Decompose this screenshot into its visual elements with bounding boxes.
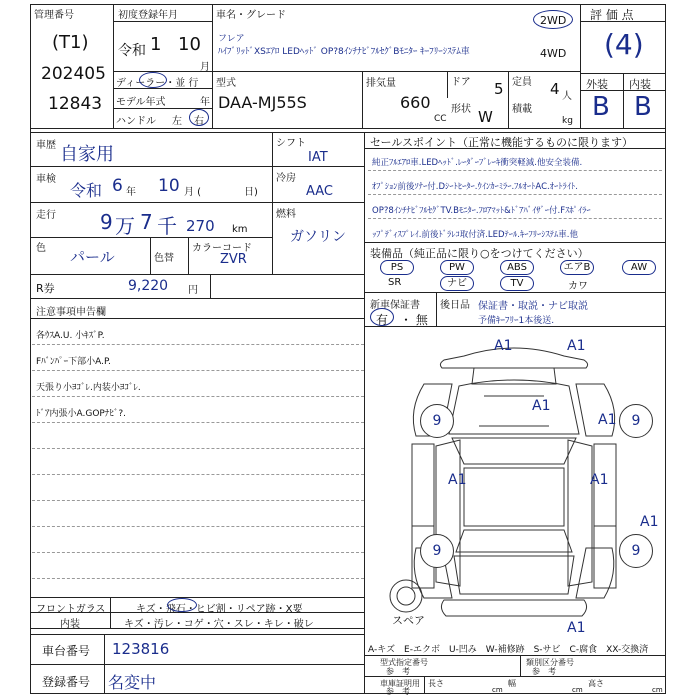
shomei-sanko: 参 考 bbox=[386, 687, 410, 696]
note-line-3: 天張り小ﾖｺﾞﾚ.内装小ﾖｺﾞﾚ. bbox=[36, 383, 141, 393]
r-ticket-unit: 円 bbox=[188, 285, 198, 296]
katashiki-value: DAA-MJ55S bbox=[218, 93, 307, 112]
sales-title: セールスポイント（正常に機能するものに限ります） bbox=[370, 136, 634, 149]
door-label: ドア bbox=[451, 77, 471, 88]
car-name: フレア bbox=[218, 34, 245, 44]
equipment-item: カワ bbox=[568, 281, 588, 292]
r-ticket-value: 9,220 bbox=[128, 278, 169, 294]
teiin-value: 4 bbox=[550, 80, 560, 98]
drive-2wd-circle bbox=[533, 10, 573, 29]
naiso-grade: B bbox=[634, 92, 652, 122]
chassis-number: 123816 bbox=[112, 640, 170, 658]
warranty-yes: 有 bbox=[376, 313, 389, 327]
warranty-label: 新車保証書 bbox=[370, 300, 420, 311]
chassis-label: 車台番号 bbox=[42, 644, 91, 658]
haiki-value: 660 bbox=[400, 93, 431, 112]
model-year-unit: 年 bbox=[200, 97, 210, 108]
shaken-year-unit: 年 bbox=[126, 187, 136, 198]
atohin-label: 後日品 bbox=[440, 300, 470, 311]
damage-legend: A-キズ E-エクボ U-凹み W-補修跡 S-サビ C-腐食 XX-交換済 bbox=[368, 645, 649, 655]
sales-line-3: OP?8ｲﾝﾁﾅﾋﾞﾌﾙｾｸﾞTV.Bﾓﾆﾀｰ.ﾌﾛｱﾏｯﾄ&ﾄﾞｱﾊﾞｲｻﾞｰ付.Fｽﾎﾟｲﾗｰ bbox=[372, 206, 591, 216]
color-value: パール bbox=[70, 248, 115, 266]
shareki-label: 車歴 bbox=[36, 140, 56, 151]
keijo-value: W bbox=[478, 108, 493, 126]
first-reg-era: 令和 bbox=[118, 43, 146, 59]
haiki-label: 排気量 bbox=[366, 78, 396, 89]
hyoka-value: (4) bbox=[604, 28, 644, 61]
car-name-label: 車名・グレード bbox=[216, 10, 286, 21]
keijo-label: 形状 bbox=[451, 104, 471, 115]
damage-front-bumper-right: A1 bbox=[567, 338, 586, 354]
teiin-unit: 人 bbox=[562, 91, 572, 102]
shodo-label: 初度登録年月 bbox=[118, 10, 178, 21]
kata-shitei-label: 型式指定番号 bbox=[380, 658, 428, 667]
mileage-man: 9 bbox=[100, 210, 113, 234]
irokae-label: 色替 bbox=[154, 253, 174, 264]
reg-label: 登録番号 bbox=[42, 675, 91, 689]
sales-line-2: ｵﾌﾟｼｮﾝ前後ｿﾅｰ付.Dｼｰﾄﾋｰﾀｰ.ｳｲﾝｶｰﾐﾗｰ.ﾌﾙｵｰﾄAC.ｵｰﾄﾗｲﾄ. bbox=[372, 182, 578, 192]
first-reg-month-unit: 月 bbox=[200, 62, 210, 73]
cooler-label: 冷房 bbox=[276, 173, 296, 184]
naiso-defect-label: 内装 bbox=[60, 619, 80, 630]
panel-front-left: 9 bbox=[420, 404, 454, 438]
height-unit: cm bbox=[652, 686, 663, 694]
length-label: 長さ bbox=[428, 679, 444, 688]
first-reg-year: 1 bbox=[150, 34, 162, 55]
color-label: 色 bbox=[36, 243, 46, 254]
handle-right-circle bbox=[189, 109, 209, 126]
equipment-item: PW bbox=[440, 260, 474, 275]
note-line-1: 各ｳｽA.U. 小ｷｽﾞP. bbox=[36, 331, 105, 341]
mileage-unit: km bbox=[232, 224, 248, 235]
front-glass-label: フロントガラス bbox=[36, 604, 106, 615]
equipment-item: ナビ bbox=[440, 276, 474, 291]
drive-4wd: 4WD bbox=[540, 47, 567, 60]
handle-left: 左 bbox=[172, 116, 182, 127]
shaken-year: 6 bbox=[112, 176, 123, 196]
cooler-value: AAC bbox=[306, 184, 333, 199]
kanri-code: (T1) bbox=[52, 32, 89, 53]
shareki-value: 自家用 bbox=[60, 144, 114, 165]
dealer-circle bbox=[139, 72, 167, 88]
shaken-era: 令和 bbox=[70, 181, 103, 200]
hyoka-label: 評 価 点 bbox=[590, 8, 634, 22]
kanri-number-2: 12843 bbox=[48, 94, 103, 114]
damage-front-bumper-left: A1 bbox=[494, 338, 513, 354]
ruibetsu-label: 類別区分番号 bbox=[526, 658, 574, 667]
kanri-number-1: 202405 bbox=[41, 64, 106, 84]
mileage-sen-unit: 千 bbox=[157, 214, 177, 238]
door-value: 5 bbox=[494, 80, 504, 98]
car-grade: ﾊｲﾌﾞﾘｯﾄﾞXSｴｱﾛ LEDﾍｯﾄﾞ OP?8ｲﾝﾁﾅﾋﾞﾌﾙｾｸﾞBﾓﾆﾀｰ ｷｰﾌﾘｰｼｽﾃﾑ車 bbox=[218, 47, 470, 57]
shaken-month: 10 bbox=[158, 176, 180, 196]
damage-rear-bumper: A1 bbox=[567, 620, 586, 636]
fuel-value: ガソリン bbox=[290, 229, 346, 245]
tobiishi-circle bbox=[167, 598, 197, 612]
naiso-label: 内装 bbox=[629, 78, 651, 91]
reg-number: 名変中 bbox=[108, 673, 157, 692]
atohin-line-2: 予備ｷｰﾌﾘｰ1本後送. bbox=[478, 316, 555, 326]
equipment-title: 装備品（純正品に限り○をつけてください） bbox=[370, 247, 589, 260]
panel-front-right: 9 bbox=[619, 404, 653, 438]
sekisai-label: 積載 bbox=[512, 104, 532, 115]
warranty-no: ・ 無 bbox=[400, 313, 428, 327]
equipment-item: AW bbox=[622, 260, 656, 275]
spare-label: スペア bbox=[392, 614, 425, 627]
color-code-label: カラーコード bbox=[192, 243, 252, 254]
drive-2wd: 2WD bbox=[540, 14, 567, 27]
mileage-rest: 270 bbox=[186, 217, 215, 235]
sales-line-4: ｯﾌﾟﾃﾞｨｽﾌﾟﾚｲ.前後ﾄﾞﾗﾚｺ取付済.LEDﾃｰﾙ.ｷｰﾌﾘｰｼｽﾃﾑ車.他 bbox=[372, 230, 578, 240]
panel-rear-left: 9 bbox=[420, 534, 454, 568]
model-year-label: モデル年式 bbox=[116, 97, 166, 108]
damage-right-door: A1 bbox=[590, 472, 609, 488]
katashiki-label: 型式 bbox=[216, 78, 236, 89]
handle-right: 右 bbox=[194, 116, 204, 127]
ruibetsu-sanko: 参 考 bbox=[532, 667, 556, 676]
damage-right-fender: A1 bbox=[598, 412, 617, 428]
equipment-item: TV bbox=[500, 276, 534, 291]
shaken-month-unit: 月 ( bbox=[184, 187, 202, 198]
atohin-line-1: 保証書・取説・ナビ取説 bbox=[478, 301, 588, 312]
width-label: 幅 bbox=[508, 679, 516, 688]
haiki-unit: CC bbox=[434, 114, 447, 124]
equipment-item: SR bbox=[388, 277, 402, 288]
damage-hood: A1 bbox=[532, 398, 551, 414]
notes-title: 注意事項申告欄 bbox=[36, 307, 106, 318]
sekisai-unit: kg bbox=[562, 116, 573, 126]
length-unit: cm bbox=[492, 686, 503, 694]
equipment-item: エアB bbox=[560, 260, 594, 275]
note-line-4: ﾄﾞｱ内張小A.GOPﾅﾋﾞ?. bbox=[36, 409, 126, 419]
panel-rear-right: 9 bbox=[619, 534, 653, 568]
width-unit: cm bbox=[572, 686, 583, 694]
soko-label: 走行 bbox=[36, 210, 56, 221]
first-reg-month: 10 bbox=[178, 34, 201, 55]
equipment-item: ABS bbox=[500, 260, 534, 275]
car-diagram bbox=[364, 326, 666, 636]
naiso-defect-options: キズ・汚レ・コゲ・穴・スレ・キレ・破レ bbox=[124, 619, 314, 630]
kata-shitei-sanko: 参 考 bbox=[386, 667, 410, 676]
equipment-item: PS bbox=[380, 260, 414, 275]
teiin-label: 定員 bbox=[512, 77, 532, 88]
color-code-value: ZVR bbox=[220, 252, 247, 267]
note-line-2: Fﾊﾞﾝﾊﾟｰ下部小A.P. bbox=[36, 357, 111, 367]
mileage-man-unit: 万 bbox=[115, 214, 135, 238]
gaiso-label: 外装 bbox=[586, 78, 608, 91]
warranty-yes-circle bbox=[370, 308, 394, 326]
damage-left-door: A1 bbox=[448, 472, 467, 488]
sales-line-1: 純正ﾌﾙｴｱﾛ車.LEDﾍｯﾄﾞ.ﾚｰﾀﾞｰﾌﾞﾚｰｷ衝突軽減.他安全装備. bbox=[372, 158, 583, 168]
shomei-label: 車庫証明用 bbox=[380, 679, 420, 688]
front-glass-options: キズ・飛石・ヒビ割・リペア跡・X要 bbox=[136, 604, 303, 615]
shift-value: IAT bbox=[308, 150, 328, 165]
mileage-sen: 7 bbox=[140, 210, 153, 234]
height-label: 高さ bbox=[588, 679, 604, 688]
damage-right-rear: A1 bbox=[640, 514, 659, 530]
handle-label: ハンドル bbox=[116, 116, 156, 127]
shaken-day-unit: 日) bbox=[244, 187, 258, 198]
dealer-label: ディーラー・並 行 bbox=[116, 78, 199, 89]
shaken-label: 車検 bbox=[36, 174, 56, 185]
gaiso-grade: B bbox=[592, 92, 610, 122]
r-ticket-label: R券 bbox=[36, 282, 55, 295]
shift-label: シフト bbox=[276, 138, 306, 149]
fuel-label: 燃料 bbox=[276, 209, 296, 220]
kanri-label: 管理番号 bbox=[34, 10, 74, 21]
